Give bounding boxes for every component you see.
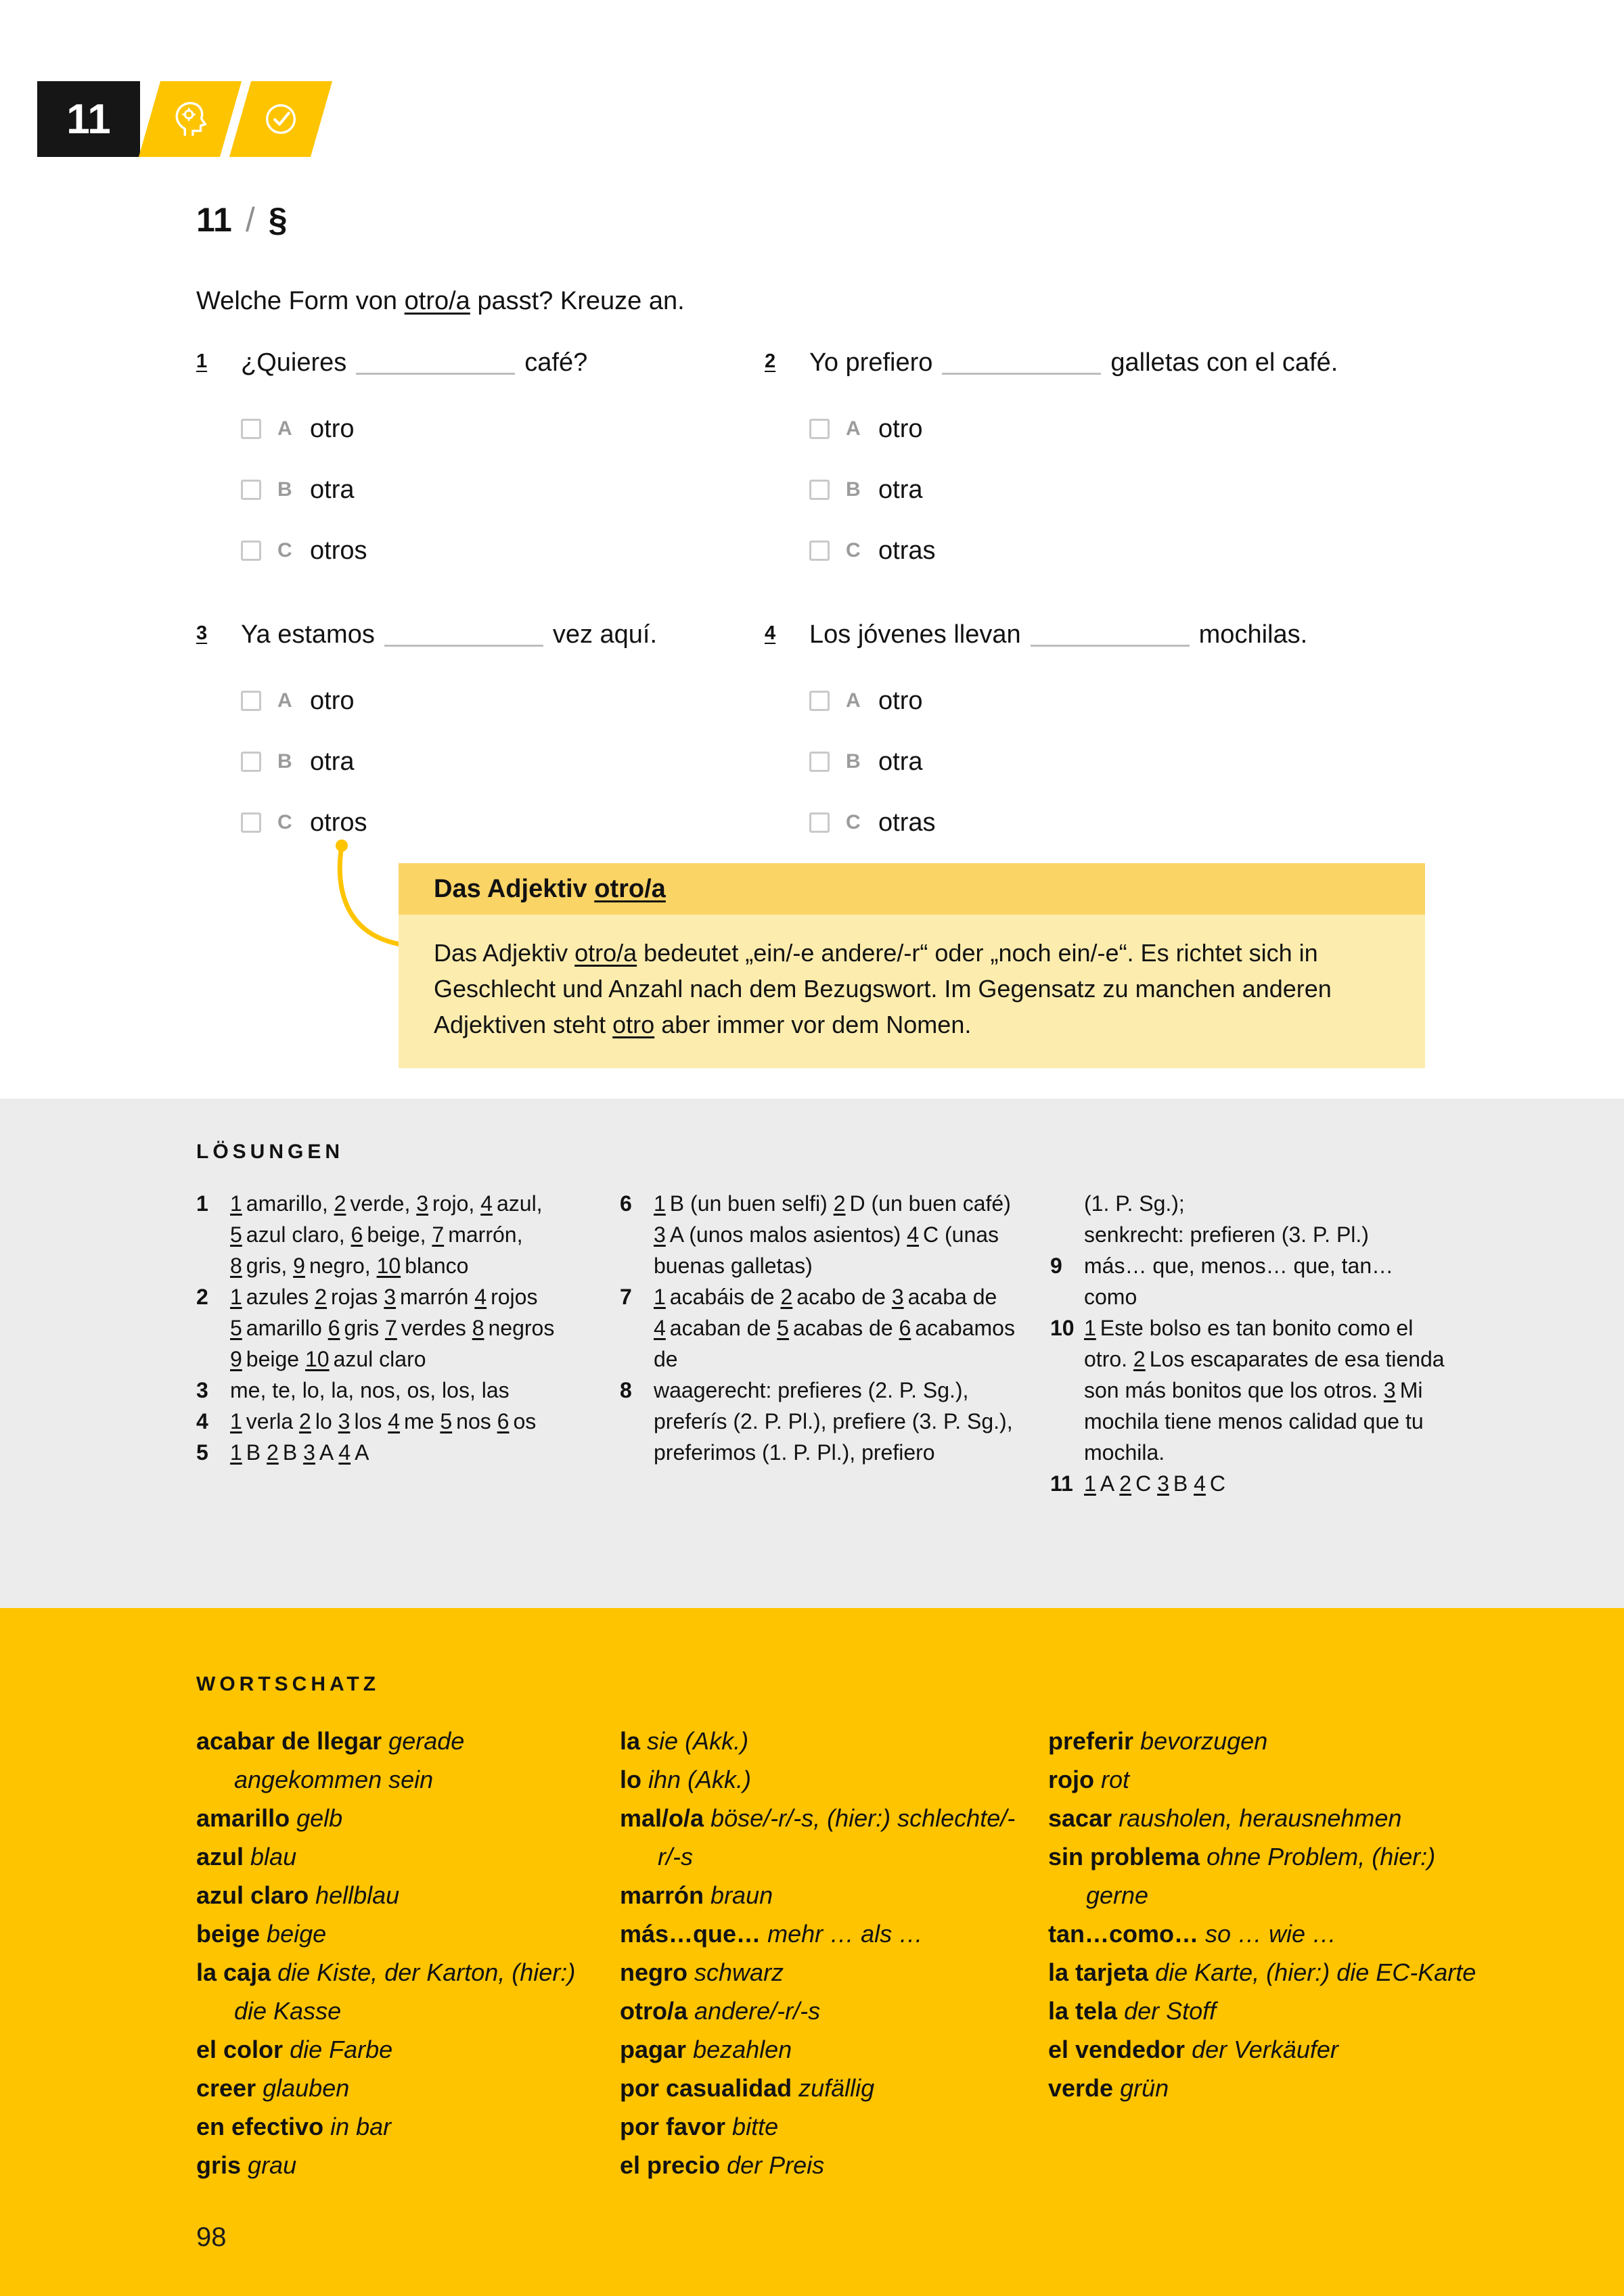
answer-blank (1031, 622, 1190, 647)
vocab-entry (196, 1914, 599, 1953)
answer-option (809, 413, 1428, 445)
answer-checkbox[interactable] (809, 480, 830, 500)
vocab-term: acabar de llegar (196, 1727, 382, 1755)
question (765, 346, 1428, 567)
vocab-entry (196, 2069, 599, 2107)
vocab-translation: zufällig (798, 2074, 875, 2102)
vocab-term: sin problema (1048, 1843, 1200, 1870)
solution-block (1050, 1188, 1446, 1250)
goal-badge (229, 81, 332, 157)
options-list (809, 413, 1428, 567)
vocab-entry (1048, 1914, 1481, 1953)
option-letter: C (846, 539, 861, 561)
infobox-title (399, 863, 1425, 915)
answer-checkbox[interactable] (809, 752, 830, 772)
question-number: 4 (765, 622, 776, 644)
solution-exercise-number: 11 (1050, 1471, 1073, 1496)
vocab-translation: in bar (330, 2113, 392, 2140)
solution-exercise-number: 4 (196, 1409, 208, 1433)
solution-item-number: 6 (497, 1409, 510, 1433)
vocab-entry (196, 2146, 599, 2184)
vocab-term: la tarjeta (1048, 1958, 1149, 1986)
answer-checkbox[interactable] (241, 691, 261, 711)
vocab-translation: gerade angekommen sein (234, 1727, 465, 1793)
solution-item-number: 1 (1084, 1316, 1096, 1340)
vocab-term: verde (1048, 2074, 1114, 2102)
vocab-translation: mehr … als … (767, 1920, 924, 1948)
vocab-translation: der Verkäufer (1192, 2036, 1338, 2063)
vocabulary-column-2 (620, 1722, 1031, 2184)
solution-item-number: 2 (267, 1440, 279, 1465)
vocab-translation: böse/-r/-s, (hier:) schlechte/-r/-s (658, 1804, 1016, 1870)
option-text: otros (310, 808, 367, 837)
option-letter: C (277, 811, 292, 833)
answer-checkbox[interactable] (809, 419, 830, 439)
vocab-entry (1048, 2030, 1481, 2069)
solution-item-number: 9 (230, 1347, 242, 1371)
option-letter: B (277, 750, 292, 773)
answer-checkbox[interactable] (809, 691, 830, 711)
solution-item-number: 6 (351, 1222, 363, 1247)
infobox-title-term: otro/a (594, 875, 666, 903)
unit-number-badge (37, 81, 140, 157)
vocab-term: mal/o/a (620, 1804, 704, 1832)
vocabulary-section (0, 1608, 1624, 2296)
option-text: otros (310, 536, 367, 565)
answer-blank (384, 622, 543, 647)
vocab-translation: so … wie … (1205, 1920, 1337, 1948)
option-letter: B (846, 750, 861, 773)
vocab-entry (620, 1914, 1031, 1953)
vocab-entry (196, 1837, 599, 1876)
vocab-term: en efectivo (196, 2113, 324, 2140)
exercise-heading (196, 200, 288, 239)
solution-item-number: 5 (230, 1222, 242, 1247)
solution-item-number: 2 (315, 1285, 327, 1309)
option-text: otra (878, 747, 923, 776)
vocab-term: tan…como… (1048, 1920, 1199, 1948)
solution-text: 1 B (un buen selfi) 2 D (un buen café) 3 A (unos malos asientos) 4 C (unas buenas galletas) (654, 1191, 1011, 1278)
solution-block (196, 1188, 581, 1281)
question-text-before: Los jóvenes llevan (809, 620, 1021, 649)
solution-item-number: 1 (230, 1191, 242, 1216)
infobox-body-term: otro/a (574, 939, 637, 967)
vocab-term: amarillo (196, 1804, 290, 1832)
vocab-entry (196, 1876, 599, 1914)
solution-exercise-number: 1 (196, 1191, 208, 1216)
option-text: otro (878, 686, 923, 715)
vocabulary-title: WORTSCHATZ (196, 1673, 380, 1695)
solution-item-number: 5 (440, 1409, 453, 1433)
vocab-entry (620, 1799, 1031, 1876)
solution-text: 1 acabáis de 2 acabo de 3 acaba de 4 acaban de 5 acabas de 6 acabamos de (654, 1285, 1015, 1371)
infobox-title-text: Das Adjektiv (434, 875, 595, 903)
option-text: otras (878, 536, 936, 565)
questions-grid (196, 346, 1428, 839)
answer-checkbox[interactable] (241, 541, 261, 561)
vocab-translation: rausholen, herausnehmen (1119, 1804, 1402, 1832)
option-text: otras (878, 808, 936, 837)
solution-item-number: 3 (303, 1440, 315, 1465)
answer-blank (356, 350, 515, 375)
solutions-title: LÖSUNGEN (196, 1141, 344, 1163)
vocab-term: lo (620, 1766, 641, 1793)
solution-block (620, 1281, 1026, 1375)
vocab-term: más…que… (620, 1920, 761, 1948)
solution-text: 1 Este bolso es tan bonito como el otro. 2 Los escaparates de esa tienda son más bonitos que los otros. 3 Mi mochila tiene menos calidad que tu mochila. (1084, 1316, 1445, 1465)
question-text-before: Yo prefiero (809, 348, 933, 377)
vocab-entry (620, 2069, 1031, 2107)
solution-item-number: 2 (299, 1409, 311, 1433)
question-text (809, 620, 1307, 649)
section-symbol: § (268, 201, 288, 239)
vocab-term: por favor (620, 2113, 726, 2140)
vocab-term: azul claro (196, 1881, 309, 1909)
option-text: otra (310, 475, 355, 504)
unit-number: 11 (66, 95, 111, 143)
vocab-translation: blau (250, 1843, 297, 1870)
answer-option (809, 474, 1428, 506)
infobox-body-text: Das Adjektiv (434, 939, 575, 967)
question-text (241, 348, 587, 377)
solution-item-number: 3 (1383, 1378, 1396, 1402)
vocabulary-columns (196, 1722, 1481, 2184)
solution-item-number: 8 (230, 1254, 242, 1278)
question-number: 3 (196, 622, 208, 644)
vocab-term: la caja (196, 1958, 271, 1986)
solution-exercise-number: 7 (620, 1285, 632, 1309)
vocabulary-column-3 (1048, 1722, 1481, 2184)
vocab-translation: die Farbe (290, 2036, 393, 2063)
solution-block (196, 1406, 581, 1437)
vocab-term: preferir (1048, 1727, 1134, 1755)
solution-text: 1 A 2 C 3 B 4 C (1084, 1471, 1225, 1496)
vocab-entry (1048, 1953, 1481, 1992)
solution-block (196, 1281, 581, 1375)
answer-checkbox[interactable] (809, 812, 830, 833)
solution-exercise-number: 6 (620, 1191, 632, 1216)
solution-block (196, 1375, 581, 1406)
question (196, 346, 765, 567)
vocab-translation: glauben (263, 2074, 350, 2102)
solution-exercise-number: 10 (1050, 1316, 1075, 1340)
answer-checkbox[interactable] (241, 812, 261, 833)
answer-option (241, 474, 765, 506)
slash-separator: / (245, 201, 255, 239)
question-number: 2 (765, 350, 776, 372)
answer-option (241, 745, 765, 778)
answer-option (809, 806, 1428, 839)
answer-blank (942, 350, 1101, 375)
solution-item-number: 9 (293, 1254, 305, 1278)
vocab-entry (1048, 1799, 1481, 1837)
vocabulary-column-1 (196, 1722, 599, 2184)
infobox-body-term-2: otro (612, 1011, 655, 1038)
vocab-entry (620, 2030, 1031, 2069)
vocab-entry (620, 1722, 1031, 1760)
vocab-entry (196, 1722, 599, 1799)
vocab-entry (620, 1876, 1031, 1914)
solution-item-number: 1 (1084, 1471, 1096, 1496)
option-letter: A (277, 417, 292, 440)
solution-item-number: 10 (376, 1254, 401, 1278)
question-number: 1 (196, 350, 208, 372)
vocab-translation: bezahlen (693, 2036, 792, 2063)
vocab-translation: der Stoff (1124, 1997, 1217, 2025)
vocab-term: otro/a (620, 1997, 688, 2025)
solution-item-number: 3 (891, 1285, 904, 1309)
solution-text: 1 B 2 B 3 A 4 A (230, 1440, 369, 1465)
vocab-translation: braun (710, 1881, 773, 1909)
vocab-term: gris (196, 2151, 242, 2179)
solution-block (620, 1188, 1026, 1281)
instruction-text: Welche Form von (196, 287, 405, 315)
infobox-body-text-2: bedeutet „ein/-e andere/-r“ oder „noch ein/-e“. Es richtet sich in Geschlecht und Anzahl nach dem Bezugswort. Im Gegensatz zu manchen anderen Adjektiven steht (434, 939, 1332, 1038)
answer-option (809, 685, 1428, 717)
solution-block (620, 1375, 1026, 1468)
vocab-term: negro (620, 1958, 688, 1986)
solution-item-number: 4 (388, 1409, 401, 1433)
solution-item-number: 3 (416, 1191, 429, 1216)
vocab-translation: beige (267, 1920, 327, 1948)
solution-exercise-number: 3 (196, 1378, 208, 1402)
vocab-term: por casualidad (620, 2074, 792, 2102)
solution-item-number: 6 (328, 1316, 340, 1340)
page-number: 98 (196, 2222, 227, 2252)
vocab-entry (196, 2107, 599, 2146)
solution-item-number: 7 (384, 1316, 397, 1340)
solution-item-number: 8 (472, 1316, 484, 1340)
exercise-number: 11 (196, 201, 232, 239)
solution-exercise-number: 9 (1050, 1254, 1062, 1278)
vocab-term: el precio (620, 2151, 721, 2179)
solutions-columns (196, 1188, 1446, 1499)
answer-option (241, 413, 765, 445)
answer-checkbox[interactable] (809, 541, 830, 561)
solution-text: me, te, lo, la, nos, os, los, las (230, 1378, 510, 1402)
vocab-term: rojo (1048, 1766, 1094, 1793)
vocab-translation: bitte (732, 2113, 779, 2140)
vocab-translation: ohne Problem, (hier:) gerne (1086, 1843, 1436, 1909)
vocab-translation: grau (248, 2151, 297, 2179)
vocab-entry (620, 1760, 1031, 1799)
solution-item-number: 7 (432, 1222, 445, 1247)
question-text-after: vez aquí. (552, 620, 658, 649)
solution-text: 1 azules 2 rojas 3 marrón 4 rojos 5 amarillo 6 gris 7 verdes 8 negros 9 beige 10 azul claro (230, 1285, 555, 1371)
solution-item-number: 1 (230, 1285, 242, 1309)
question-text (241, 620, 657, 649)
solution-item-number: 3 (1157, 1471, 1169, 1496)
infobox-body (399, 915, 1425, 1068)
vocab-translation: ihn (Akk.) (648, 1766, 752, 1793)
solutions-column-2 (620, 1188, 1026, 1499)
solution-item-number: 10 (304, 1347, 330, 1371)
solution-exercise-number: 5 (196, 1440, 208, 1465)
option-letter: A (277, 689, 292, 712)
solution-item-number: 2 (833, 1191, 846, 1216)
infobox-body-text-3: aber immer vor dem Nomen. (654, 1011, 972, 1038)
question-text-before: Ya estamos (241, 620, 375, 649)
vocab-term: el vendedor (1048, 2036, 1186, 2063)
solution-text: más… que, menos… que, tan… como (1084, 1254, 1394, 1309)
target-check-icon (260, 98, 302, 140)
answer-option (241, 685, 765, 717)
thinking-badge (139, 81, 242, 157)
vocab-translation: rot (1101, 1766, 1130, 1793)
solution-item-number: 4 (654, 1316, 666, 1340)
option-letter: B (846, 478, 861, 501)
vocab-entry (1048, 2069, 1481, 2107)
vocab-entry (620, 2107, 1031, 2146)
vocab-term: el color (196, 2036, 284, 2063)
vocab-translation: schwarz (694, 1958, 784, 1986)
vocab-translation: hellblau (315, 1881, 400, 1909)
vocab-translation: sie (Akk.) (647, 1727, 749, 1755)
solution-item-number: 2 (334, 1191, 346, 1216)
solution-item-number: 2 (780, 1285, 793, 1309)
options-list (809, 685, 1428, 839)
answer-option (809, 745, 1428, 778)
solution-item-number: 6 (899, 1316, 911, 1340)
vocab-translation: grün (1120, 2074, 1169, 2102)
solution-item-number: 3 (654, 1222, 666, 1247)
vocab-translation: andere/-r/-s (694, 1997, 821, 2025)
option-letter: A (846, 689, 861, 712)
answer-checkbox[interactable] (241, 752, 261, 772)
solutions-column-1 (196, 1188, 581, 1499)
options-list (241, 685, 765, 839)
solution-item-number: 2 (1119, 1471, 1132, 1496)
solution-item-number: 3 (338, 1409, 351, 1433)
option-text: otro (310, 686, 355, 715)
option-text: otra (878, 475, 923, 504)
vocab-entry (620, 1992, 1031, 2030)
answer-option (809, 534, 1428, 567)
vocab-entry (1048, 1722, 1481, 1760)
solution-item-number: 1 (230, 1440, 242, 1465)
answer-option (241, 534, 765, 567)
question-text-after: café? (524, 348, 588, 377)
solution-block (1050, 1468, 1446, 1499)
solution-item-number: 4 (1194, 1471, 1206, 1496)
question-text-after: galletas con el café. (1110, 348, 1338, 377)
solution-block (1050, 1312, 1446, 1468)
vocab-entry (620, 2146, 1031, 2184)
question-text-before: ¿Quieres (241, 348, 347, 377)
vocab-entry (620, 1953, 1031, 1992)
solution-item-number: 5 (230, 1316, 242, 1340)
vocab-translation: bevorzugen (1140, 1727, 1268, 1755)
vocab-term: azul (196, 1843, 244, 1870)
options-list (241, 413, 765, 567)
solution-exercise-number: 2 (196, 1285, 208, 1309)
option-letter: C (846, 811, 861, 833)
instruction-term: otro/a (404, 287, 470, 315)
solution-text: 1 amarillo, 2 verde, 3 rojo, 4 azul, 5 azul claro, 6 beige, 7 marrón, 8 gris, 9 negro, 10 blanco (230, 1191, 543, 1278)
question-text (809, 348, 1338, 377)
option-letter: B (277, 478, 292, 501)
vocab-term: la (620, 1727, 641, 1755)
vocab-entry (196, 2030, 599, 2069)
solution-item-number: 3 (384, 1285, 397, 1309)
answer-checkbox[interactable] (241, 480, 261, 500)
solution-item-number: 4 (338, 1440, 351, 1465)
vocab-entry (1048, 1760, 1481, 1799)
vocab-translation: gelb (296, 1804, 343, 1832)
question (765, 618, 1428, 839)
thinking-head-icon (169, 98, 211, 140)
option-text: otra (310, 747, 355, 776)
solution-item-number: 1 (654, 1285, 666, 1309)
solution-block (1050, 1250, 1446, 1312)
vocab-translation: die Karte, (hier:) die EC-Karte (1155, 1958, 1476, 1986)
solution-text: waagerecht: prefieres (2. P. Sg.), preferís (2. P. Pl.), prefiere (3. P. Sg.), preferimos (1. P. Pl.), prefiero (654, 1378, 1013, 1465)
solution-item-number: 4 (474, 1285, 487, 1309)
option-letter: C (277, 539, 292, 561)
solution-block (196, 1437, 581, 1468)
solution-item-number: 2 (1133, 1347, 1146, 1371)
vocab-term: beige (196, 1920, 261, 1948)
grammar-infobox (399, 863, 1425, 1068)
vocab-translation: die Kiste, der Karton, (hier:) die Kasse (234, 1958, 576, 2025)
solution-text: (1. P. Sg.); senkrecht: prefieren (3. P. Pl.) (1084, 1191, 1369, 1247)
solutions-section (0, 1099, 1624, 1608)
vocab-term: la tela (1048, 1997, 1118, 2025)
vocab-term: marrón (620, 1881, 704, 1909)
vocab-entry (196, 1799, 599, 1837)
vocab-term: pagar (620, 2036, 687, 2063)
solution-item-number: 1 (654, 1191, 666, 1216)
solution-exercise-number: 8 (620, 1378, 632, 1402)
vocab-term: sacar (1048, 1804, 1112, 1832)
vocab-entry (1048, 1992, 1481, 2030)
solution-item-number: 4 (907, 1222, 919, 1247)
option-text: otro (878, 414, 923, 443)
vocab-term: creer (196, 2074, 256, 2102)
vocab-translation: der Preis (727, 2151, 825, 2179)
question (196, 618, 765, 839)
instruction-text-after: passt? Kreuze an. (470, 287, 685, 315)
exercise-instruction (196, 287, 685, 316)
solution-item-number: 5 (777, 1316, 789, 1340)
vocab-entry (196, 1953, 599, 2030)
solution-item-number: 1 (230, 1409, 242, 1433)
solution-text: 1 verla 2 lo 3 los 4 me 5 nos 6 os (230, 1409, 537, 1433)
option-text: otro (310, 414, 355, 443)
solutions-column-3 (1050, 1188, 1446, 1499)
solution-item-number: 4 (480, 1191, 493, 1216)
answer-checkbox[interactable] (241, 419, 261, 439)
unit-header (37, 81, 321, 157)
option-letter: A (846, 417, 861, 440)
vocab-entry (1048, 1837, 1481, 1914)
question-text-after: mochilas. (1198, 620, 1308, 649)
